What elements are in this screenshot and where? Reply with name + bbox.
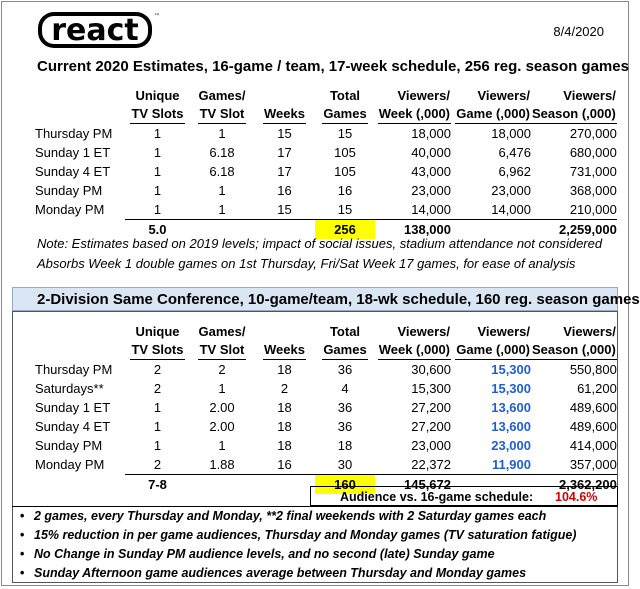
s1-unique-slots-cell: 1 bbox=[153, 183, 162, 198]
audience-comparison-box bbox=[310, 486, 618, 506]
section1-table bbox=[35, 86, 617, 239]
s1-viewers-game-cell: 14,000 bbox=[491, 202, 531, 217]
s1-table-row bbox=[35, 162, 617, 181]
bullet-dot-icon: • bbox=[20, 509, 25, 523]
s2-weeks-cell: 18 bbox=[277, 438, 292, 453]
s2-viewers-week-cell: 23,000 bbox=[411, 438, 451, 453]
hdr-weeks: Weeks bbox=[263, 105, 306, 124]
s1-total-games-cell: 15 bbox=[337, 202, 353, 217]
assumptions-list bbox=[12, 506, 618, 583]
s2-weeks-cell: 18 bbox=[277, 419, 292, 434]
assumption-text: No Change in Sunday PM audience levels, and no second (late) Sunday game bbox=[34, 547, 495, 561]
note-line-1: Note: Estimates based on 2019 levels; impact of social issues, stadium attendance not considered bbox=[37, 236, 603, 251]
s1-total-games-cell: 105 bbox=[334, 145, 356, 160]
hdr2-unique-slots: Unique TV Slots bbox=[130, 323, 184, 360]
section1-title: Current 2020 Estimates, 16-game / team, 17-week schedule, 256 reg. season games bbox=[37, 58, 629, 75]
s1-weeks-cell: 17 bbox=[277, 164, 292, 179]
report-date: 8/4/2020 bbox=[553, 24, 604, 39]
s2-viewers-week-cell: 27,200 bbox=[411, 400, 451, 415]
s2-total-games-cell: 36 bbox=[337, 400, 353, 415]
s2-viewers-season-cell: 357,000 bbox=[569, 457, 617, 472]
s2-viewers-season-cell: 550,800 bbox=[569, 362, 617, 377]
s1-total-games-cell: 16 bbox=[337, 183, 353, 198]
s1-unique-slots-cell: 1 bbox=[153, 126, 162, 141]
hdr-unique-slots: Unique TV Slots bbox=[130, 87, 184, 124]
s1-weeks-cell: 17 bbox=[277, 145, 292, 160]
s1-viewers-week-cell: 18,000 bbox=[411, 126, 451, 141]
s1-viewers-week-cell: 40,000 bbox=[411, 145, 451, 160]
s2-viewers-game-cell: 15,300 bbox=[491, 381, 531, 396]
s2-games-per-slot-cell: 2.00 bbox=[209, 419, 235, 434]
hdr-viewers-season: Viewers/ Season (,000) bbox=[531, 87, 617, 124]
s2-table-row bbox=[35, 360, 617, 379]
s2-slot-name-cell: Monday PM bbox=[35, 457, 105, 473]
s2-table-row bbox=[35, 455, 617, 475]
assumption-text: 15% reduction in per game audiences, Thursday and Monday games (TV saturation fatigue) bbox=[34, 528, 577, 542]
s1-viewers-season-cell: 210,000 bbox=[569, 202, 617, 217]
s1-unique-slots-cell: 1 bbox=[153, 202, 162, 217]
s2-games-per-slot-cell: 2 bbox=[218, 362, 226, 377]
s2-viewers-game-cell: 13,600 bbox=[491, 419, 531, 434]
s2-unique-slots-cell: 2 bbox=[153, 381, 162, 396]
assumption-text: 2 games, every Thursday and Monday, **2 final weekends with 2 Saturday games each bbox=[34, 509, 547, 523]
s1-table-row bbox=[35, 124, 617, 143]
s1-games-per-slot-cell: 6.18 bbox=[209, 145, 235, 160]
s2-viewers-week-cell: 15,300 bbox=[411, 381, 451, 396]
s2-games-per-slot-cell: 1.88 bbox=[209, 457, 235, 472]
s2-games-per-slot-cell: 2.00 bbox=[209, 400, 235, 415]
s1-viewers-season-cell: 731,000 bbox=[569, 164, 617, 179]
assumption-bullet bbox=[12, 564, 618, 583]
hdr2-total-games: Total Games bbox=[322, 323, 367, 360]
total-games-highlight: 256 bbox=[315, 220, 375, 240]
s1-games-per-slot-cell: 1 bbox=[218, 183, 226, 198]
s1-total-games-cell: 105 bbox=[334, 164, 356, 179]
hdr2-viewers-game: Viewers/ Game (,000) bbox=[455, 323, 531, 360]
s2-viewers-season-cell: 489,600 bbox=[569, 419, 617, 434]
s2-viewers-game-cell: 11,900 bbox=[491, 457, 531, 472]
section2-table bbox=[35, 322, 617, 494]
s2-games-per-slot-cell: 1 bbox=[218, 381, 226, 396]
s1-table-row bbox=[35, 181, 617, 200]
hdr-games-per-slot: Games/ TV Slot bbox=[198, 87, 247, 124]
s2-slot-name-cell: Thursday PM bbox=[35, 362, 113, 377]
s1-viewers-season-cell: 680,000 bbox=[569, 145, 617, 160]
bullet-dot-icon: • bbox=[20, 547, 25, 561]
s1-viewers-game-cell: 6,476 bbox=[498, 145, 531, 160]
s2-unique-slots-cell: 2 bbox=[153, 457, 162, 472]
s2-total-games-cell: 36 bbox=[337, 419, 353, 434]
audience-label: Audience vs. 16-game schedule: bbox=[340, 490, 534, 504]
s2-total-games-cell: 30 bbox=[337, 457, 353, 472]
logo-text: react bbox=[51, 13, 139, 48]
total2-viewers-week: 145,672 bbox=[375, 475, 451, 495]
s2-viewers-week-cell: 30,600 bbox=[411, 362, 451, 377]
s1-viewers-game-cell: 23,000 bbox=[491, 183, 531, 198]
s2-games-per-slot-cell: 1 bbox=[218, 438, 226, 453]
s2-slot-name-cell: Sunday 1 ET bbox=[35, 400, 111, 415]
hdr2-games-per-slot: Games/ TV Slot bbox=[198, 323, 247, 360]
s1-table-row bbox=[35, 143, 617, 162]
s2-unique-slots-cell: 1 bbox=[153, 438, 162, 453]
s2-viewers-season-cell: 61,200 bbox=[577, 381, 617, 396]
assumption-bullet bbox=[12, 507, 618, 526]
s2-table-row bbox=[35, 417, 617, 436]
s1-viewers-week-cell: 23,000 bbox=[411, 183, 451, 198]
hdr-viewers-week: Viewers/ Week (,000) bbox=[378, 87, 451, 124]
s1-slot-name-cell: Thursday PM bbox=[35, 126, 113, 141]
hdr-viewers-game: Viewers/ Game (,000) bbox=[455, 87, 531, 124]
s1-weeks-cell: 15 bbox=[277, 126, 292, 141]
s1-table-row bbox=[35, 200, 617, 220]
s2-weeks-cell: 16 bbox=[277, 457, 292, 472]
s2-viewers-game-cell: 15,300 bbox=[491, 362, 531, 377]
total2-slots: 7-8 bbox=[125, 475, 190, 495]
s1-unique-slots-cell: 1 bbox=[153, 164, 162, 179]
s2-viewers-game-cell: 23,000 bbox=[491, 438, 531, 453]
s2-weeks-cell: 18 bbox=[277, 362, 292, 377]
s2-viewers-week-cell: 27,200 bbox=[411, 419, 451, 434]
s1-slot-name-cell: Sunday 1 ET bbox=[35, 145, 111, 160]
s1-viewers-game-cell: 18,000 bbox=[491, 126, 531, 141]
s1-viewers-week-cell: 43,000 bbox=[411, 164, 451, 179]
s2-slot-name-cell: Sunday 4 ET bbox=[35, 419, 111, 434]
total2-viewers-season: 2,362,200 bbox=[531, 475, 617, 495]
hdr2-weeks: Weeks bbox=[263, 341, 306, 360]
total-slots: 5.0 bbox=[125, 220, 190, 240]
bullet-dot-icon: • bbox=[20, 528, 25, 542]
s2-viewers-week-cell: 22,372 bbox=[411, 457, 451, 472]
s2-slot-name-cell: Saturdays** bbox=[35, 381, 104, 396]
total2-games-highlight: 160 bbox=[315, 475, 375, 495]
s2-unique-slots-cell: 1 bbox=[153, 419, 162, 434]
s1-viewers-game-cell: 6,962 bbox=[498, 164, 531, 179]
hdr2-viewers-week: Viewers/ Week (,000) bbox=[378, 323, 451, 360]
s1-slot-name-cell: Monday PM bbox=[35, 202, 105, 218]
hdr2-viewers-season: Viewers/ Season (,000) bbox=[531, 323, 617, 360]
s1-viewers-season-cell: 368,000 bbox=[569, 183, 617, 198]
s2-table-row bbox=[35, 398, 617, 417]
s2-table-row bbox=[35, 379, 617, 398]
s2-viewers-season-cell: 489,600 bbox=[569, 400, 617, 415]
total-viewers-season: 2,259,000 bbox=[531, 220, 617, 240]
s1-total-games-cell: 15 bbox=[337, 126, 353, 141]
bullet-dot-icon: • bbox=[20, 566, 25, 580]
assumption-bullet bbox=[12, 545, 618, 564]
s1-viewers-week-cell: 14,000 bbox=[411, 202, 451, 217]
s2-total-games-cell: 18 bbox=[337, 438, 353, 453]
s2-total-games-cell: 36 bbox=[337, 362, 353, 377]
s1-games-per-slot-cell: 1 bbox=[218, 202, 226, 217]
hdr-total-games: Total Games bbox=[322, 87, 367, 124]
assumption-bullet bbox=[12, 526, 618, 545]
s1-unique-slots-cell: 1 bbox=[153, 145, 162, 160]
trademark-mark: ™ bbox=[154, 13, 160, 20]
s2-unique-slots-cell: 2 bbox=[153, 362, 162, 377]
s1-games-per-slot-cell: 6.18 bbox=[209, 164, 235, 179]
s1-weeks-cell: 16 bbox=[277, 183, 292, 198]
audience-percent: 104.6% bbox=[555, 490, 598, 504]
s2-table-row bbox=[35, 436, 617, 455]
section2-title: 2-Division Same Conference, 10-game/team, 18-wk schedule, 160 reg. season games bbox=[37, 291, 640, 308]
s2-viewers-game-cell: 13,600 bbox=[491, 400, 531, 415]
assumption-text: Sunday Afternoon game audiences average between Thursday and Monday games bbox=[34, 566, 527, 580]
s2-weeks-cell: 2 bbox=[280, 381, 289, 396]
react-logo bbox=[37, 9, 159, 49]
s2-slot-name-cell: Sunday PM bbox=[35, 438, 103, 453]
s1-slot-name-cell: Sunday PM bbox=[35, 183, 103, 198]
s2-unique-slots-cell: 1 bbox=[153, 400, 162, 415]
total-viewers-week: 138,000 bbox=[375, 220, 451, 240]
note-line-2: Absorbs Week 1 double games on 1st Thursday, Fri/Sat Week 17 games, for ease of analysis bbox=[37, 256, 576, 271]
s2-total-games-cell: 4 bbox=[341, 381, 349, 396]
s1-games-per-slot-cell: 1 bbox=[218, 126, 226, 141]
s1-viewers-season-cell: 270,000 bbox=[569, 126, 617, 141]
s1-weeks-cell: 15 bbox=[277, 202, 292, 217]
s2-weeks-cell: 18 bbox=[277, 400, 292, 415]
s1-slot-name-cell: Sunday 4 ET bbox=[35, 164, 111, 179]
s2-viewers-season-cell: 414,000 bbox=[569, 438, 617, 453]
